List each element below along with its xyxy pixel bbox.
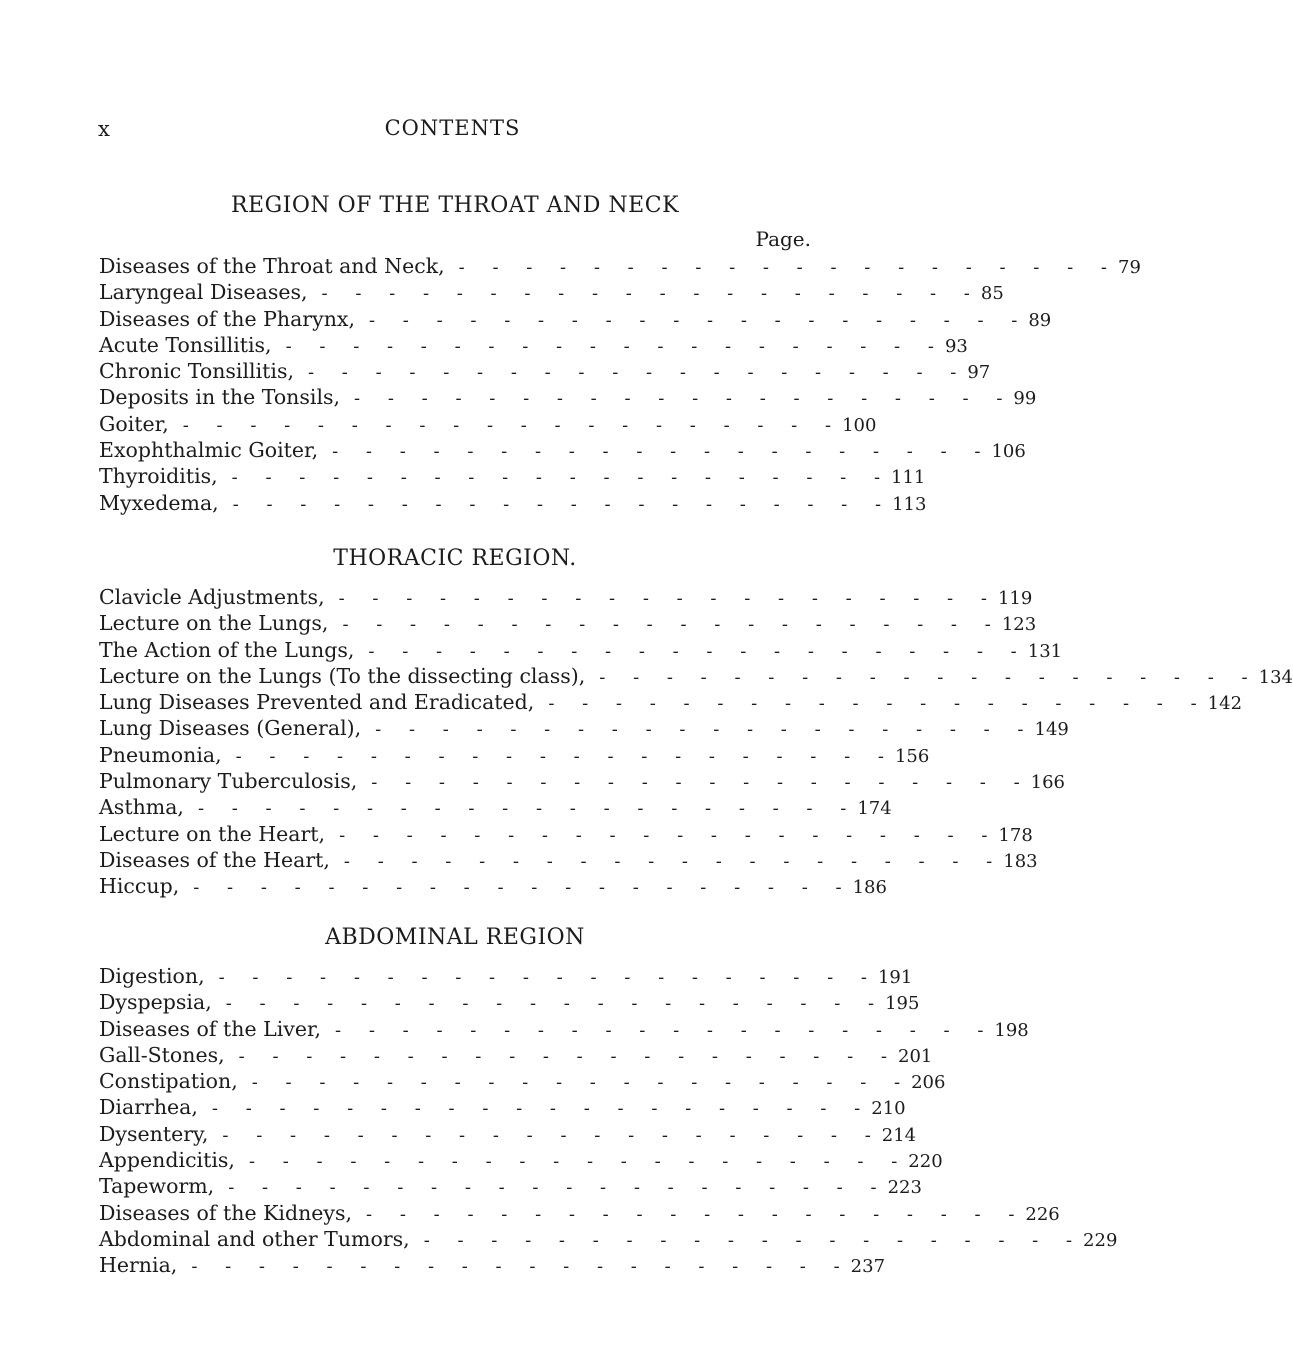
toc-entry[interactable] (99, 1173, 922, 1199)
entry-title: Dyspepsia, (99, 990, 212, 1015)
entry-title: Lecture on the Lungs, (99, 611, 329, 636)
entry-page: 149 (1034, 719, 1069, 741)
toc-entry[interactable] (99, 768, 1066, 794)
toc-entry[interactable] (99, 794, 892, 820)
dot-leader: - - - - - - - - - - - - - - - - - - - - (368, 309, 1029, 331)
entry-title: Lung Diseases (General), (99, 716, 362, 741)
entry-title: Hiccup, (99, 874, 180, 899)
section-heading: THORACIC REGION. (333, 546, 577, 571)
entry-title: Diarrhea, (99, 1095, 198, 1120)
toc-entry[interactable] (99, 1121, 917, 1147)
entry-page: 195 (885, 993, 920, 1015)
entry-page: 79 (1118, 257, 1141, 278)
toc-entry[interactable] (99, 358, 991, 384)
entry-title: Lecture on the Lungs (To the dissecting class), (99, 663, 586, 688)
entry-page: 111 (891, 467, 926, 489)
entry-title: Lecture on the Heart, (99, 821, 326, 846)
entry-page: 131 (1027, 640, 1063, 662)
toc-entry[interactable] (99, 663, 1293, 689)
entry-title: Pneumonia, (99, 742, 222, 767)
toc-entry[interactable] (99, 306, 1052, 332)
entry-page: 97 (967, 362, 991, 384)
entry-page: 174 (857, 798, 892, 820)
entry-page: 229 (1083, 1229, 1118, 1251)
toc-entry[interactable] (99, 463, 926, 489)
toc-entry[interactable] (99, 1147, 943, 1173)
entry-title: Acute Tonsillitis, (99, 332, 272, 357)
running-title: CONTENTS (384, 116, 521, 140)
dot-leader: - - - - - - - - - - - - - - - - - - - - (375, 719, 1035, 741)
dot-leader: - - - - - - - - - - - - - - - - - - - - (248, 1151, 909, 1173)
entry-page: 166 (1030, 772, 1066, 794)
toc-list (99, 963, 1118, 1279)
section-heading: ABDOMINAL REGION (325, 925, 585, 950)
entry-title: Diseases of the Pharynx, (99, 306, 355, 331)
entry-title: Laryngeal Diseases, (99, 280, 308, 305)
entry-title: Asthma, (99, 795, 184, 820)
entry-page: 186 (852, 877, 887, 899)
entry-title: Pulmonary Tuberculosis, (99, 769, 358, 794)
entry-title: Hernia, (99, 1253, 178, 1278)
dot-leader: - - - - - - - - - - - - - - - - - - - - (458, 257, 1118, 278)
entry-title: Constipation, (99, 1069, 238, 1094)
dot-leader: - - - - - - - - - - - - - - - - - - - - (308, 362, 968, 384)
entry-page: 123 (1001, 614, 1037, 636)
toc-entry[interactable] (99, 253, 1141, 279)
section-abdominal (99, 925, 1118, 1279)
dot-leader: - - - - - - - - - - - - - - - - - - - - (285, 335, 945, 357)
entry-page: 119 (997, 588, 1033, 609)
toc-entry[interactable] (99, 332, 968, 358)
toc-entry[interactable] (99, 584, 1033, 610)
page-number: x (98, 117, 110, 141)
toc-entry[interactable] (99, 1094, 906, 1120)
dot-leader: - - - - - - - - - - - - - - - - - - - - (211, 1098, 872, 1120)
toc-entry[interactable] (99, 873, 887, 899)
toc-entry[interactable] (99, 963, 913, 989)
entry-page: 191 (877, 967, 913, 988)
entry-page: 156 (894, 745, 930, 767)
toc-entry[interactable] (99, 490, 927, 516)
toc-entry[interactable] (99, 689, 1243, 715)
entry-title: Exophthalmic Goiter, (99, 438, 319, 463)
entry-title: Appendicitis, (99, 1148, 235, 1173)
entry-title: Thyroiditis, (99, 464, 218, 489)
dot-leader: - - - - - - - - - - - - - - - - - - - - (343, 850, 1004, 872)
dot-leader: - - - - - - - - - - - - - - - - - - - - (251, 1072, 912, 1094)
entry-title: Diseases of the Liver, (99, 1016, 322, 1041)
entry-page: 85 (980, 283, 1004, 305)
entry-page: 178 (998, 824, 1033, 846)
entry-title: Goiter, (99, 411, 169, 436)
page-column-label: Page. (755, 227, 811, 251)
entry-page: 134 (1258, 666, 1293, 688)
entry-title: Gall-Stones, (99, 1042, 225, 1067)
toc-entry[interactable] (99, 279, 1004, 305)
toc-entry[interactable] (99, 411, 877, 437)
entry-title: Dysentery, (99, 1121, 209, 1146)
dot-leader: - - - - - - - - - - - - - - - - - - - - (338, 588, 998, 609)
entry-title: Clavicle Adjustments, (99, 585, 325, 609)
entry-title: Tapeworm, (99, 1174, 215, 1199)
toc-entry[interactable] (99, 384, 1037, 410)
entry-page: 220 (908, 1151, 943, 1173)
toc-entry[interactable] (99, 742, 930, 768)
entry-title: Digestion, (99, 964, 205, 988)
toc-entry[interactable] (99, 1068, 946, 1094)
entry-page: 106 (991, 441, 1026, 463)
entry-page: 99 (1013, 388, 1037, 410)
dot-leader: - - - - - - - - - - - - - - - - - - - - (191, 1256, 851, 1278)
dot-leader: - - - - - - - - - - - - - - - - - - - - (218, 967, 878, 988)
toc-entry[interactable] (99, 821, 1033, 847)
entry-page: 113 (892, 493, 927, 515)
entry-page: 183 (1003, 850, 1038, 872)
dot-leader: - - - - - - - - - - - - - - - - - - - - (321, 283, 981, 305)
entry-page: 223 (887, 1177, 922, 1199)
toc-list (99, 584, 1293, 900)
entry-page: 201 (898, 1045, 933, 1067)
dot-leader: - - - - - - - - - - - - - - - - - - - - (332, 441, 992, 463)
toc-entry[interactable] (99, 610, 1037, 636)
toc-entry[interactable] (99, 437, 1026, 463)
dot-leader: - - - - - - - - - - - - - - - - - - - - (599, 666, 1259, 688)
entry-title: Diseases of the Kidneys, (99, 1200, 353, 1225)
dot-leader: - - - - - - - - - - - - - - - - - - - - (225, 993, 886, 1015)
entry-page: 226 (1025, 1203, 1060, 1225)
dot-leader: - - - - - - - - - - - - - - - - - - - - (222, 1124, 882, 1146)
entry-page: 89 (1028, 309, 1052, 331)
toc-entry[interactable] (99, 637, 1063, 663)
toc-entry[interactable] (99, 1042, 933, 1068)
entry-page: 237 (850, 1256, 886, 1278)
entry-title: Abdominal and other Tumors, (99, 1226, 410, 1251)
entry-title: Lung Diseases Prevented and Eradicated, (99, 690, 535, 715)
toc-entry[interactable] (99, 715, 1069, 741)
toc-entry[interactable] (99, 1200, 1060, 1226)
dot-leader: - - - - - - - - - - - - - - - - - - - - (339, 824, 999, 846)
entry-page: 210 (871, 1098, 906, 1120)
entry-page: 198 (994, 1019, 1029, 1041)
entry-title: Diseases of the Heart, (99, 847, 330, 872)
entry-page: 100 (842, 414, 877, 436)
dot-leader: - - - - - - - - - - - - - - - - - - - - (335, 1019, 995, 1041)
entry-title: Diseases of the Throat and Neck, (99, 254, 445, 278)
entry-title: Deposits in the Tonsils, (99, 385, 341, 410)
entry-title: Chronic Tonsillitis, (99, 359, 294, 384)
section-thoracic (99, 546, 1293, 900)
dot-leader: - - - - - - - - - - - - - - - - - - - - (366, 1203, 1026, 1225)
dot-leader: - - - - - - - - - - - - - - - - - - - - (193, 877, 853, 899)
dot-leader: - - - - - - - - - - - - - - - - - - - - (228, 1177, 888, 1199)
entry-title: The Action of the Lungs, (99, 637, 355, 662)
entry-page: 93 (944, 335, 968, 357)
dot-leader: - - - - - - - - - - - - - - - - - - - - (548, 693, 1208, 715)
dot-leader: - - - - - - - - - - - - - - - - - - - - (354, 388, 1014, 410)
dot-leader: - - - - - - - - - - - - - - - - - - - - (342, 614, 1002, 636)
section-throat-neck (99, 193, 1141, 516)
dot-leader: - - - - - - - - - - - - - - - - - - - - (423, 1229, 1084, 1251)
section-heading: REGION OF THE THROAT AND NECK (230, 193, 680, 218)
dot-leader: - - - - - - - - - - - - - - - - - - - - (235, 745, 895, 767)
entry-title: Myxedema, (99, 490, 219, 515)
toc-entry[interactable] (99, 1226, 1118, 1252)
dot-leader: - - - - - - - - - - - - - - - - - - - - (238, 1045, 898, 1067)
dot-leader: - - - - - - - - - - - - - - - - - - - - (371, 772, 1031, 794)
toc-entry[interactable] (99, 989, 920, 1015)
toc-entry[interactable] (99, 847, 1038, 873)
dot-leader: - - - - - - - - - - - - - - - - - - - - (368, 640, 1028, 662)
dot-leader: - - - - - - - - - - - - - - - - - - - - (197, 798, 858, 820)
toc-entry[interactable] (99, 1252, 886, 1278)
entry-page: 206 (911, 1072, 946, 1094)
dot-leader: - - - - - - - - - - - - - - - - - - - - (182, 414, 843, 436)
entry-page: 142 (1207, 693, 1243, 715)
toc-list (99, 253, 1141, 516)
dot-leader: - - - - - - - - - - - - - - - - - - - - (231, 467, 892, 489)
dot-leader: - - - - - - - - - - - - - - - - - - - - (232, 493, 893, 515)
toc-entry[interactable] (99, 1016, 1029, 1042)
entry-page: 214 (881, 1124, 917, 1146)
